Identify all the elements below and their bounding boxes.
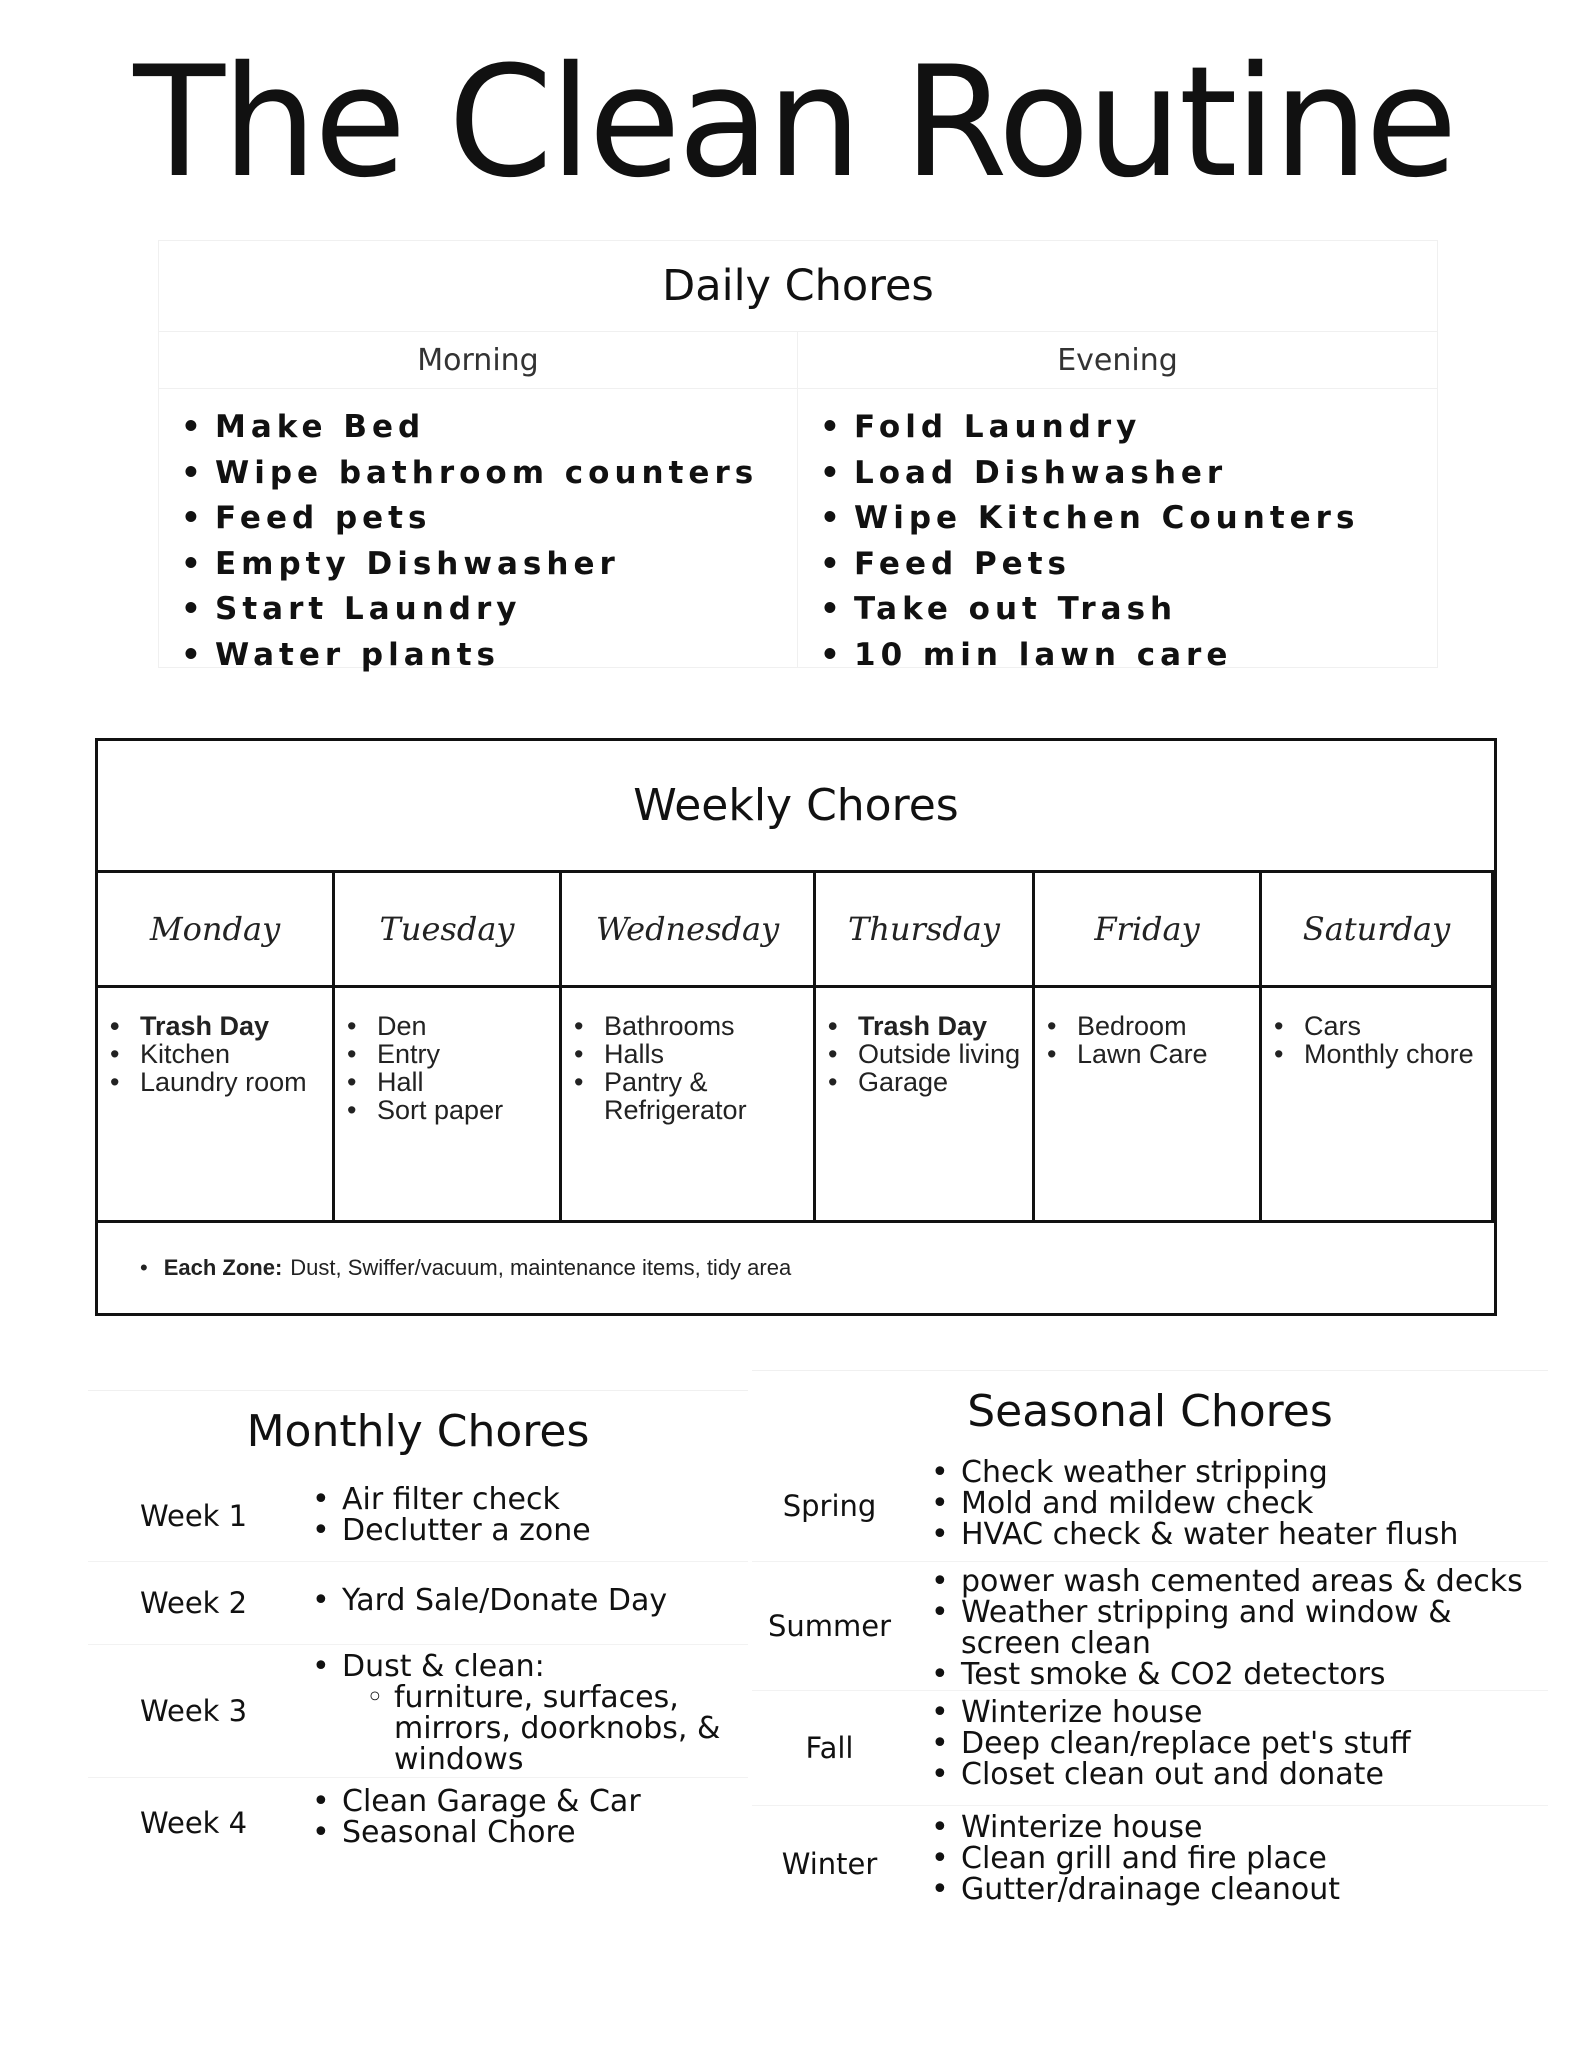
evening-heading: Evening — [798, 332, 1437, 389]
friday-column — [1035, 873, 1262, 1220]
weekly-chores-table — [95, 738, 1497, 1316]
list-item: • Monthly chore — [1304, 1040, 1483, 1068]
list-item: • Entry — [377, 1040, 551, 1068]
list-item: • Pantry & Refrigerator — [604, 1068, 805, 1124]
list-item: • Trash Day — [140, 1012, 324, 1040]
list-item: • Take out Trash — [820, 587, 1437, 633]
day-header-thursday: Thursday — [816, 873, 1032, 988]
season-label: Spring — [782, 1489, 877, 1523]
daily-chores-table — [158, 240, 1438, 673]
list-item: • Winterize house — [961, 1812, 1548, 1843]
day-header-tuesday: Tuesday — [335, 873, 559, 988]
week-label: Week 2 — [140, 1586, 248, 1620]
list-item: • Cars — [1304, 1012, 1483, 1040]
each-zone-text: Dust, Swiffer/vacuum, maintenance items, tidy area — [290, 1255, 792, 1280]
list-item: • Declutter a zone — [342, 1515, 748, 1546]
list-item: • Sort paper — [377, 1096, 551, 1124]
list-item: • Start Laundry — [181, 587, 797, 633]
page-title: The Clean Routine — [133, 34, 1455, 212]
each-zone-note: • Each Zone: Dust, Swiffer/vacuum, maintenance items, tidy area — [98, 1220, 1494, 1313]
list-item: • Halls — [604, 1040, 805, 1068]
list-item: • Empty Dishwasher — [181, 542, 797, 588]
table-row — [752, 1806, 1548, 1922]
table-row — [752, 1691, 1548, 1806]
list-item: • Make Bed — [181, 405, 797, 451]
list-item: • Test smoke & CO2 detectors — [961, 1659, 1548, 1690]
list-item: • power wash cemented areas & decks — [961, 1566, 1548, 1597]
morning-heading: Morning — [159, 332, 797, 389]
list-item: • Laundry room — [140, 1068, 324, 1096]
list-item: • Water plants — [181, 633, 797, 679]
each-zone-label: Each Zone: — [163, 1255, 283, 1280]
monday-column — [98, 873, 335, 1220]
day-header-monday: Monday — [98, 873, 332, 988]
list-subitem: ◦ furniture, surfaces, mirrors, doorknobs, & windows — [394, 1682, 748, 1775]
monthly-chores-heading: Monthly Chores — [246, 1405, 590, 1457]
seasonal-chores-table — [752, 1370, 1548, 1931]
season-label: Winter — [781, 1847, 878, 1881]
list-item: • Wipe bathroom counters — [181, 451, 797, 497]
table-row — [752, 1562, 1548, 1691]
list-item: • Dust & clean: — [342, 1651, 748, 1682]
table-row — [752, 1451, 1548, 1562]
list-item: • Gutter/drainage cleanout — [961, 1874, 1548, 1905]
table-row — [88, 1645, 748, 1778]
list-item: • Clean Garage & Car — [342, 1786, 748, 1817]
list-item: • Yard Sale/Donate Day — [342, 1585, 748, 1616]
list-item: • 10 min lawn care — [820, 633, 1437, 679]
list-item: • Clean grill and fire place — [961, 1843, 1548, 1874]
seasonal-chores-heading: Seasonal Chores — [967, 1385, 1333, 1437]
table-row — [88, 1471, 748, 1562]
list-item: • Air filter check — [342, 1484, 748, 1515]
thursday-column — [816, 873, 1035, 1220]
list-item: • Seasonal Chore — [342, 1817, 748, 1848]
table-row — [88, 1778, 748, 1868]
list-item: • Lawn Care — [1077, 1040, 1251, 1068]
list-item: • Den — [377, 1012, 551, 1040]
morning-column — [159, 332, 798, 673]
list-item: • HVAC check & water heater flush — [961, 1519, 1548, 1550]
saturday-column — [1262, 873, 1494, 1220]
day-header-friday: Friday — [1035, 873, 1259, 988]
list-item: • Deep clean/replace pet's stuff — [961, 1728, 1548, 1759]
season-label: Summer — [767, 1609, 892, 1643]
tuesday-column — [335, 873, 562, 1220]
list-item: • Bedroom — [1077, 1012, 1251, 1040]
list-item: • Fold Laundry — [820, 405, 1437, 451]
list-item: • Kitchen — [140, 1040, 324, 1068]
list-item: • Winterize house — [961, 1697, 1548, 1728]
week-label: Week 4 — [140, 1806, 248, 1840]
list-item: • Mold and mildew check — [961, 1488, 1548, 1519]
list-item: • Check weather stripping — [961, 1457, 1548, 1488]
day-header-saturday: Saturday — [1262, 873, 1491, 988]
evening-column — [798, 332, 1437, 673]
list-item: • Load Dishwasher — [820, 451, 1437, 497]
week-label: Week 1 — [140, 1499, 248, 1533]
week-label: Week 3 — [140, 1694, 248, 1728]
list-item: • Outside living — [858, 1040, 1024, 1068]
list-item: • Feed Pets — [820, 542, 1437, 588]
day-header-wednesday: Wednesday — [562, 873, 813, 988]
list-item: • Feed pets — [181, 496, 797, 542]
list-item: • Hall — [377, 1068, 551, 1096]
list-item: • Wipe Kitchen Counters — [820, 496, 1437, 542]
list-item: • Trash Day — [858, 1012, 1024, 1040]
list-item: • Weather stripping and window & screen clean — [961, 1597, 1548, 1659]
monthly-chores-table — [88, 1390, 748, 1881]
daily-chores-heading: Daily Chores — [159, 241, 1437, 332]
season-label: Fall — [805, 1731, 854, 1765]
weekly-chores-heading: Weekly Chores — [98, 741, 1494, 873]
list-item: • Bathrooms — [604, 1012, 805, 1040]
list-item: • Garage — [858, 1068, 1024, 1096]
list-item: • Closet clean out and donate — [961, 1759, 1548, 1790]
table-row — [88, 1562, 748, 1645]
wednesday-column — [562, 873, 816, 1220]
